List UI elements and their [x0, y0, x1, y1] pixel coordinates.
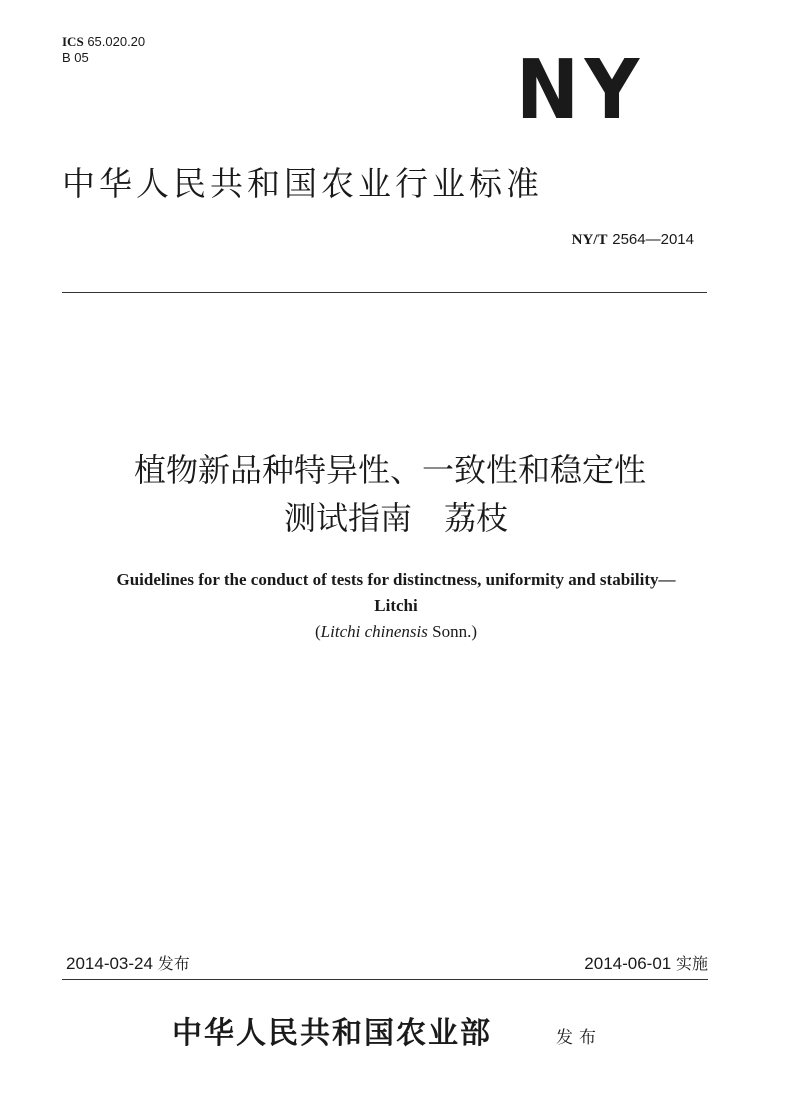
english-title-line-2: Litchi	[374, 596, 418, 615]
standard-code: 2564—2014	[612, 231, 694, 248]
standard-category-title: 中华人民共和国农业行业标准	[62, 164, 543, 203]
issuing-action: 发布	[556, 1028, 602, 1048]
effective-date-block	[584, 952, 708, 976]
english-title-line-1: Guidelines for the conduct of tests for distinctness, uniformity and stability—	[116, 570, 676, 589]
bottom-divider	[62, 979, 708, 980]
ccs-code: B 05	[62, 50, 89, 65]
ics-code	[62, 34, 145, 50]
standard-number	[572, 229, 694, 250]
scientific-name	[0, 619, 792, 645]
scientific-name-italic: Litchi chinensis	[320, 622, 428, 641]
classification-codes	[62, 34, 145, 66]
issuing-authority: 中华人民共和国农业部	[172, 1016, 492, 1051]
chinese-title-line-1: 植物新品种特异性、一致性和稳定性	[133, 451, 646, 489]
effective-label: 实施	[675, 954, 708, 973]
scientific-name-open: (	[315, 622, 321, 641]
standard-prefix: NY/T	[571, 232, 608, 248]
issued-label: 发布	[157, 954, 190, 973]
top-divider	[62, 292, 707, 293]
ny-logo: NY	[516, 43, 645, 138]
ics-number: 65.020.20	[87, 34, 146, 49]
scientific-name-authority: Sonn.)	[427, 622, 477, 641]
issued-date-block	[66, 952, 190, 976]
ics-label: ICS	[62, 34, 84, 49]
effective-date: 2014-06-01	[584, 954, 672, 973]
issued-date: 2014-03-24	[66, 954, 153, 973]
chinese-title-line-2: 测试指南 荔枝	[283, 499, 508, 537]
